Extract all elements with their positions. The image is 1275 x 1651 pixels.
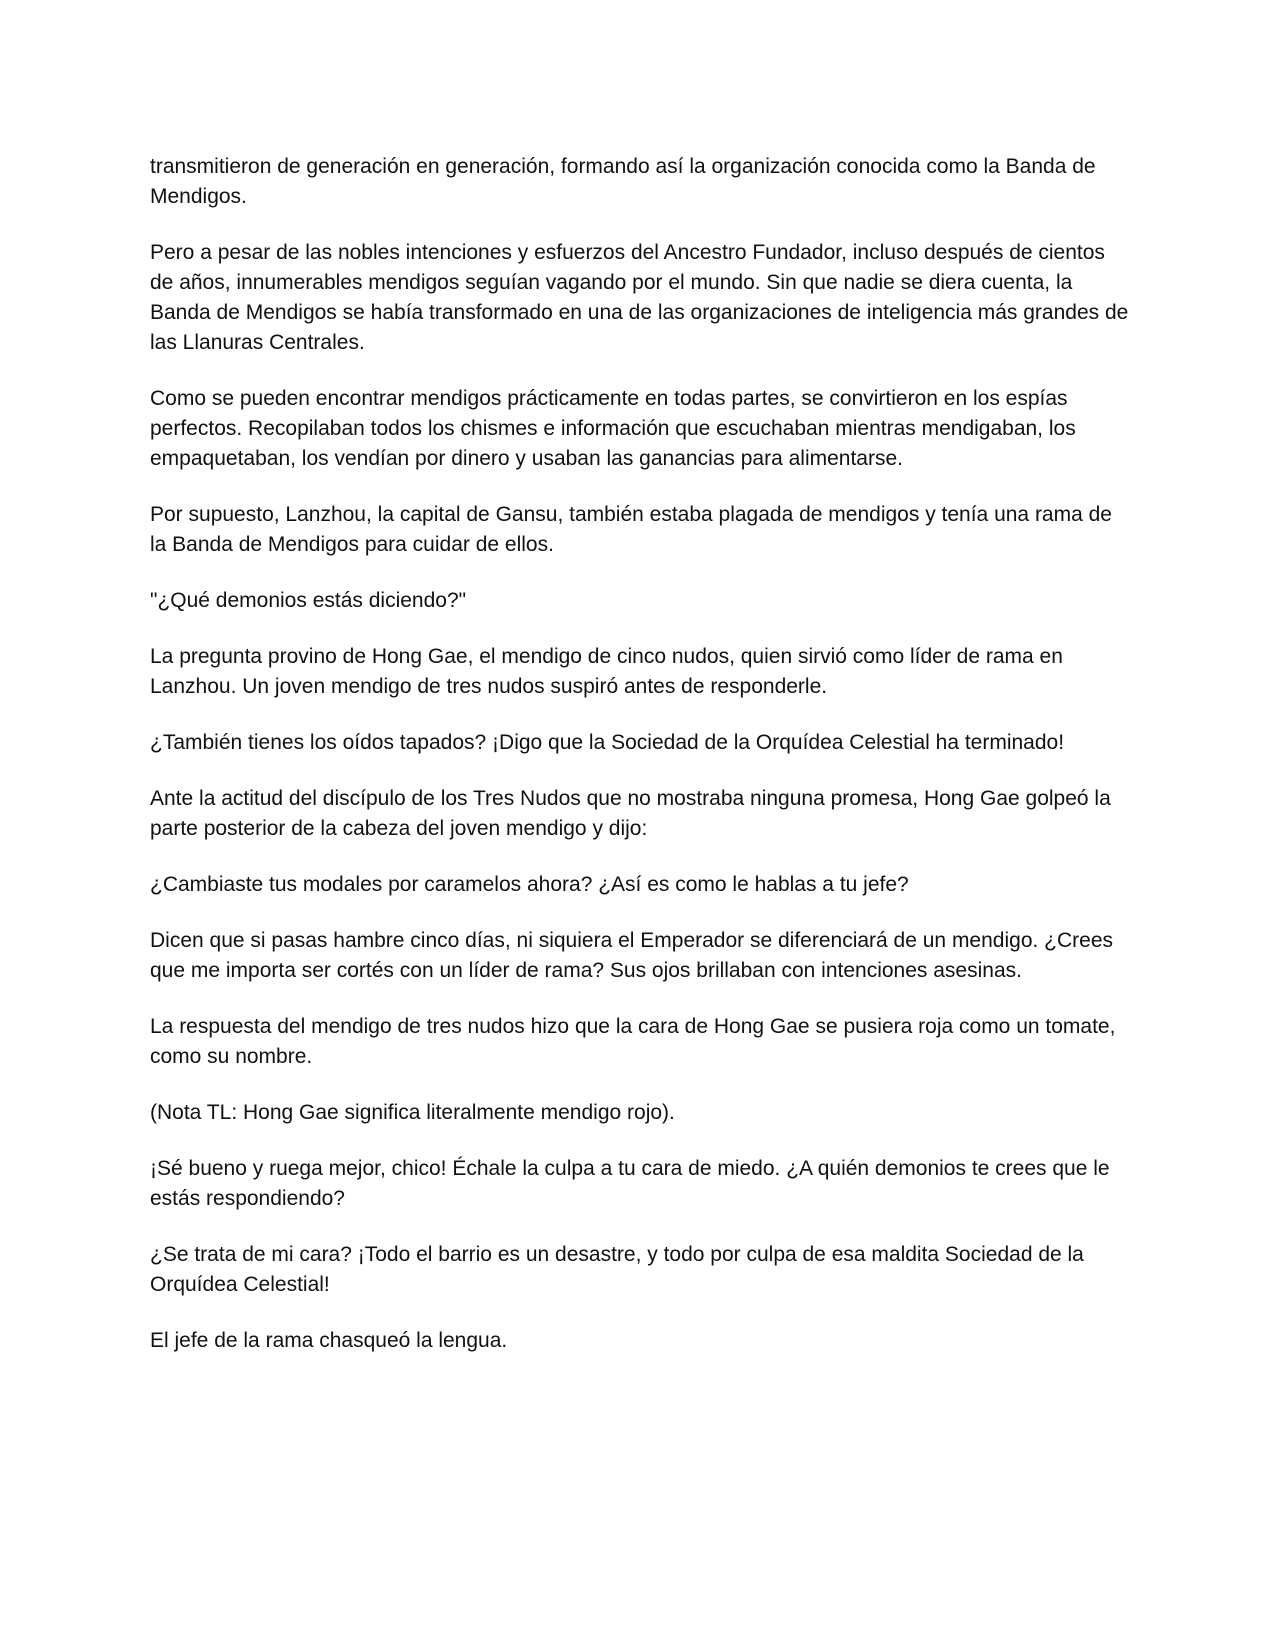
paragraph: "¿Qué demonios estás diciendo?": [150, 589, 467, 612]
paragraph: La pregunta provino de Hong Gae, el mendigo de cinco nudos, quien sirvió como líder de rama en Lanzhou. Un joven mendigo de tres nudos suspiró antes de responderle.: [150, 645, 1063, 698]
paragraph: Por supuesto, Lanzhou, la capital de Gansu, también estaba plagada de mendigos y tenía una rama de la Banda de Mendigos para cuidar de ellos.: [150, 503, 1112, 556]
paragraph: Pero a pesar de las nobles intenciones y esfuerzos del Ancestro Fundador, incluso después de cientos de años, innumerables mendigos seguían vagando por el mundo. Sin que nadie se diera cuenta, la Banda de Mendigos se había transformado en una de las organizaciones de inteligencia más grandes de las Llanuras Centrales.: [150, 241, 1129, 354]
document-body: [150, 152, 1130, 1382]
paragraph: ¿También tienes los oídos tapados? ¡Digo que la Sociedad de la Orquídea Celestial ha terminado!: [150, 731, 1065, 754]
paragraph: Ante la actitud del discípulo de los Tres Nudos que no mostraba ninguna promesa, Hong Gae golpeó la parte posterior de la cabeza del joven mendigo y dijo:: [150, 787, 1111, 840]
paragraph: (Nota TL: Hong Gae significa literalmente mendigo rojo).: [150, 1101, 675, 1124]
paragraph: ¿Se trata de mi cara? ¡Todo el barrio es un desastre, y todo por culpa de esa maldita Sociedad de la Orquídea Celestial!: [150, 1243, 1084, 1296]
paragraph: El jefe de la rama chasqueó la lengua.: [150, 1329, 508, 1352]
paragraph: ¿Cambiaste tus modales por caramelos ahora? ¿Así es como le hablas a tu jefe?: [150, 873, 909, 896]
paragraph: ¡Sé bueno y ruega mejor, chico! Échale la culpa a tu cara de miedo. ¿A quién demonios te crees que le estás respondiendo?: [150, 1157, 1110, 1210]
paragraph: Dicen que si pasas hambre cinco días, ni siquiera el Emperador se diferenciará de un mendigo. ¿Crees que me importa ser cortés con un líder de rama? Sus ojos brillaban con intenciones asesinas.: [150, 929, 1114, 982]
paragraph: La respuesta del mendigo de tres nudos hizo que la cara de Hong Gae se pusiera roja como un tomate, como su nombre.: [150, 1015, 1116, 1068]
paragraph: Como se pueden encontrar mendigos prácticamente en todas partes, se convirtieron en los espías perfectos. Recopilaban todos los chismes e información que escuchaban mientras mendigaban, los empaquetaban, los vendían por dinero y usaban las ganancias para alimentarse.: [150, 387, 1076, 470]
paragraph: transmitieron de generación en generación, formando así la organización conocida como la Banda de Mendigos.: [150, 155, 1096, 208]
